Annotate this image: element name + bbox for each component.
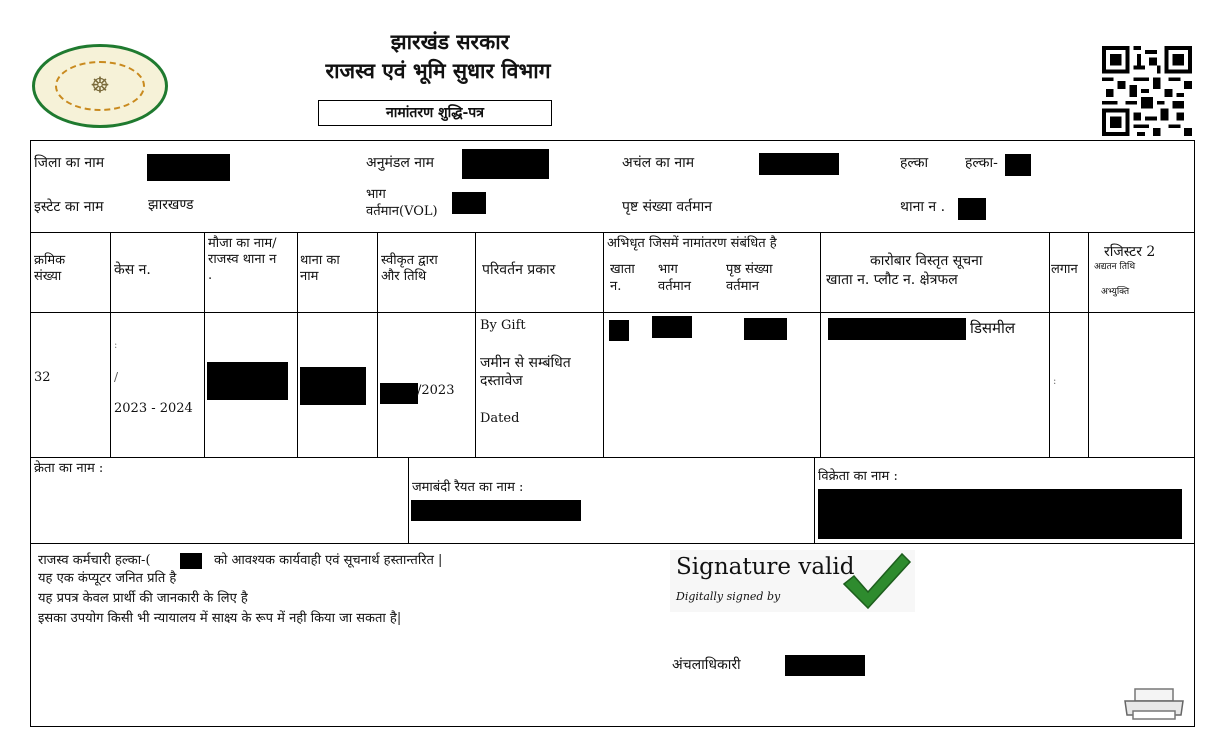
- col-serial-line2: संख्या: [34, 269, 62, 284]
- column-divider: [1049, 232, 1050, 457]
- redacted-bhag: [452, 192, 486, 214]
- footer-line2: यह एक कंप्यूटर जनित प्रति है: [38, 571, 177, 586]
- row-case-mark2: /: [114, 370, 119, 384]
- col-register-sub2: अभ्युक्ति: [1101, 287, 1130, 297]
- seller-label: विक्रेता का नाम :: [818, 469, 898, 484]
- redacted-district: [147, 154, 230, 181]
- jamabandi-label: जमाबंदी रैयत का नाम :: [412, 480, 524, 495]
- estate-label: इस्टेट का नाम: [34, 199, 104, 215]
- footer-line3: यह प्रपत्र केवल प्रार्थी की जानकारी के लिए है: [38, 591, 248, 606]
- column-divider: [603, 232, 604, 457]
- column-divider: [475, 232, 476, 457]
- col-bhag-line1: भाग: [658, 262, 678, 277]
- redacted-circle: [759, 153, 839, 175]
- row-approved-year: /2023: [417, 383, 455, 398]
- redacted-khata: [609, 320, 629, 341]
- col-lagan: लगान: [1051, 262, 1078, 277]
- col-approved-line1: स्वीकृत द्वारा: [381, 253, 438, 268]
- column-divider: [1088, 232, 1089, 457]
- col-thana-line1: थाना का: [300, 253, 340, 268]
- redacted-thana-name: [300, 367, 366, 405]
- col-business-sub: खाता न. प्लौट न. क्षेत्रफल: [826, 272, 958, 288]
- column-divider: [814, 457, 815, 543]
- redacted-plot-details: [828, 318, 966, 340]
- row-case-year: 2023 - 2024: [114, 401, 193, 416]
- col-change-type: परिवर्तन प्रकार: [482, 262, 556, 278]
- col-mauza-line2: राजस्व थाना न: [208, 252, 277, 267]
- redacted-thana: [958, 198, 986, 220]
- page-number-label: पृष्ट संख्या वर्तमान: [622, 199, 712, 215]
- col-record-group: अभिधृत जिसमें नामांतरण संबंधित है: [607, 236, 777, 251]
- footer-line1b: को आवश्यक कार्यवाही एवं सूचनार्थ हस्तान्तरित |: [214, 553, 443, 568]
- redacted-officer-name: [785, 655, 865, 676]
- col-khata-line1: खाता: [610, 262, 635, 277]
- row-area-unit: डिसमील: [970, 319, 1016, 337]
- col-page-line1: पृष्ठ संख्या: [726, 262, 773, 277]
- divider: [30, 457, 1195, 458]
- col-register: रजिस्टर 2: [1104, 244, 1156, 260]
- page-title-government: झारखंड सरकार: [390, 29, 510, 54]
- footer-line1a: राजस्व कर्मचारी हल्का-(: [38, 553, 151, 568]
- district-label: जिला का नाम: [34, 155, 105, 171]
- column-divider: [377, 232, 378, 457]
- col-serial-line1: क्रमिक: [34, 253, 66, 268]
- thana-number-label: थाना न .: [900, 199, 946, 215]
- col-case-no: केस न.: [114, 262, 151, 278]
- redacted-seller: [818, 489, 1182, 539]
- page-title-department: राजस्व एवं भूमि सुधार विभाग: [325, 58, 551, 83]
- col-approved-line2: और तिथि: [381, 269, 427, 284]
- col-page-line2: वर्तमान: [726, 279, 759, 294]
- col-khata-line2: न.: [610, 279, 622, 294]
- halka-value: हल्का-: [965, 155, 998, 171]
- document-subtitle: नामांतरण शुद्धि-पत्र: [318, 100, 552, 126]
- redacted-subdivision: [462, 149, 549, 179]
- buyer-label: क्रेता का नाम :: [34, 461, 104, 476]
- col-business-group: कारोबार विस्तृत सूचना: [870, 253, 983, 269]
- col-mauza-line3: .: [208, 268, 213, 283]
- estate-value: झारखण्ड: [148, 197, 194, 213]
- ashoka-emblem-icon: ☸: [90, 73, 110, 99]
- print-icon[interactable]: [1121, 687, 1187, 721]
- row-change-line1: By Gift: [480, 318, 526, 333]
- subdivision-label: अनुमंडल नाम: [366, 155, 435, 171]
- bhag-label-line2: वर्तमान(VOL): [366, 204, 438, 219]
- redacted-halka: [1005, 154, 1031, 176]
- circle-label: अचंल का नाम: [622, 155, 695, 171]
- col-register-sub1: अद्यतन तिथि: [1094, 262, 1136, 272]
- col-bhag-line2: वर्तमान: [658, 279, 691, 294]
- officer-label: अंचलाधिकारी: [672, 657, 741, 673]
- row-change-line4: Dated: [480, 411, 520, 426]
- digital-signature-block: [670, 550, 915, 612]
- qr-code-icon: [1101, 46, 1193, 136]
- redacted-approved: [380, 383, 418, 404]
- redacted-jamabandi: [411, 500, 581, 521]
- halka-label: हल्का: [900, 155, 929, 171]
- bhag-label-line1: भाग: [366, 187, 386, 202]
- row-case-mark1: :: [114, 340, 118, 351]
- row-change-line2: जमीन से सम्बंधित: [480, 355, 571, 371]
- signature-valid-text: Signature valid: [676, 554, 855, 580]
- column-divider: [204, 232, 205, 457]
- column-divider: [110, 232, 111, 457]
- col-thana-line2: नाम: [300, 269, 319, 284]
- digitally-signed-text: Digitally signed by: [676, 590, 781, 603]
- column-divider: [820, 232, 821, 457]
- row-change-line3: दस्तावेज: [480, 373, 523, 389]
- redacted-halka-footer: [180, 553, 202, 569]
- redacted-bhag-value: [652, 316, 692, 338]
- redacted-mauza: [207, 362, 288, 400]
- footer-line4: इसका उपयोग किसी भी न्यायालय में साक्ष्य के रूप में नही किया जा सकता है|: [38, 611, 402, 626]
- redacted-page-value: [744, 318, 787, 340]
- checkmark-icon: [840, 550, 912, 612]
- column-divider: [408, 457, 409, 543]
- col-mauza-line1: मौजा का नाम/: [208, 236, 277, 251]
- row-lagan-mark: :: [1053, 376, 1057, 387]
- divider: [30, 543, 1195, 544]
- row-serial: 32: [34, 370, 51, 385]
- column-divider: [297, 232, 298, 457]
